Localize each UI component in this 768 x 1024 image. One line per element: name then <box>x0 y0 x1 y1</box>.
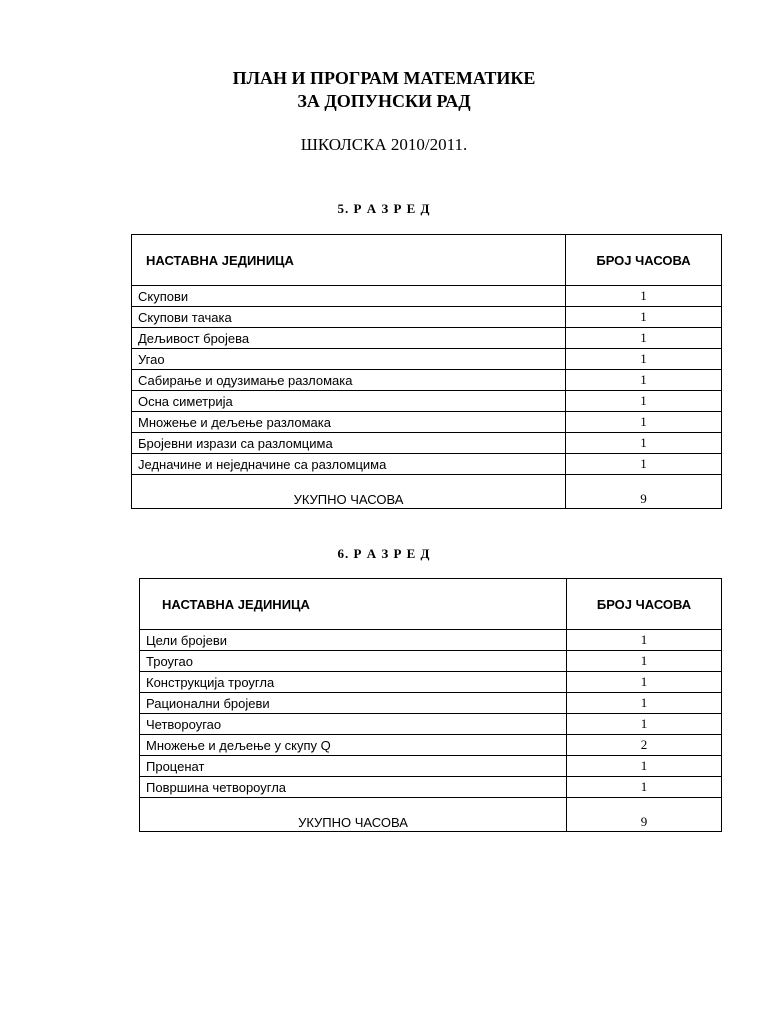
hours-cell: 1 <box>566 307 722 328</box>
unit-cell: Конструкција троугла <box>140 672 567 693</box>
column-header-unit: НАСТАВНА ЈЕДИНИЦА <box>140 579 567 630</box>
table-row <box>132 349 722 370</box>
unit-cell: Дељивост бројева <box>132 328 566 349</box>
grade6-heading: 6. Р А З Р Е Д <box>337 546 431 561</box>
grade5-heading: 5. Р А З Р Е Д <box>337 201 431 216</box>
hours-cell: 1 <box>566 328 722 349</box>
column-header-hours: БРОЈ ЧАСОВА <box>566 235 722 286</box>
table-row <box>140 693 722 714</box>
unit-cell: Скупови тачака <box>132 307 566 328</box>
hours-cell: 1 <box>567 777 722 798</box>
hours-cell: 1 <box>566 349 722 370</box>
table-row <box>132 391 722 412</box>
total-row <box>140 798 722 832</box>
unit-cell: Сабирање и одузимање разломака <box>132 370 566 391</box>
hours-cell: 1 <box>566 412 722 433</box>
total-label: УКУПНО ЧАСОВА <box>140 798 567 832</box>
table-row <box>132 433 722 454</box>
unit-cell: Множење и дељење разломака <box>132 412 566 433</box>
unit-cell: Троугао <box>140 651 567 672</box>
table-row <box>140 672 722 693</box>
unit-cell: Осна симетрија <box>132 391 566 412</box>
table-row <box>132 307 722 328</box>
table-row <box>132 286 722 307</box>
total-value: 9 <box>566 475 722 509</box>
unit-cell: Проценат <box>140 756 567 777</box>
table-row <box>140 714 722 735</box>
table-row <box>132 328 722 349</box>
hours-cell: 1 <box>567 630 722 651</box>
hours-cell: 2 <box>567 735 722 756</box>
table-header-row <box>132 235 722 286</box>
column-header-hours: БРОЈ ЧАСОВА <box>567 579 722 630</box>
unit-cell: Бројевни изрази са разломцима <box>132 433 566 454</box>
total-row <box>132 475 722 509</box>
hours-cell: 1 <box>566 286 722 307</box>
table-header-row <box>140 579 722 630</box>
unit-cell: Цели бројеви <box>140 630 567 651</box>
table-row <box>132 454 722 475</box>
table-row <box>140 735 722 756</box>
document-title-line2: ЗА ДОПУНСКИ РАД <box>297 91 471 111</box>
unit-cell: Четвороугао <box>140 714 567 735</box>
hours-cell: 1 <box>566 433 722 454</box>
table-row <box>140 630 722 651</box>
unit-cell: Површина четвороугла <box>140 777 567 798</box>
unit-cell: Множење и дељење у скупу Q <box>140 735 567 756</box>
column-header-unit: НАСТАВНА ЈЕДИНИЦА <box>132 235 566 286</box>
school-year: ШКОЛСКА 2010/2011. <box>300 135 468 154</box>
table-row <box>132 412 722 433</box>
hours-cell: 1 <box>566 454 722 475</box>
unit-cell: Угао <box>132 349 566 370</box>
hours-cell: 1 <box>567 756 722 777</box>
total-label: УКУПНО ЧАСОВА <box>132 475 566 509</box>
table-row <box>132 370 722 391</box>
unit-cell: Једначине и неједначине са разломцима <box>132 454 566 475</box>
table-row <box>140 651 722 672</box>
table-row <box>140 777 722 798</box>
grade6-table <box>139 578 722 832</box>
hours-cell: 1 <box>566 370 722 391</box>
hours-cell: 1 <box>567 651 722 672</box>
total-value: 9 <box>567 798 722 832</box>
hours-cell: 1 <box>567 672 722 693</box>
hours-cell: 1 <box>567 714 722 735</box>
unit-cell: Рационални бројеви <box>140 693 567 714</box>
unit-cell: Скупови <box>132 286 566 307</box>
table-row <box>140 756 722 777</box>
document-title-line1: ПЛАН И ПРОГРАМ МАТЕМАТИКЕ <box>232 68 536 88</box>
hours-cell: 1 <box>567 693 722 714</box>
grade5-table <box>131 234 722 509</box>
hours-cell: 1 <box>566 391 722 412</box>
